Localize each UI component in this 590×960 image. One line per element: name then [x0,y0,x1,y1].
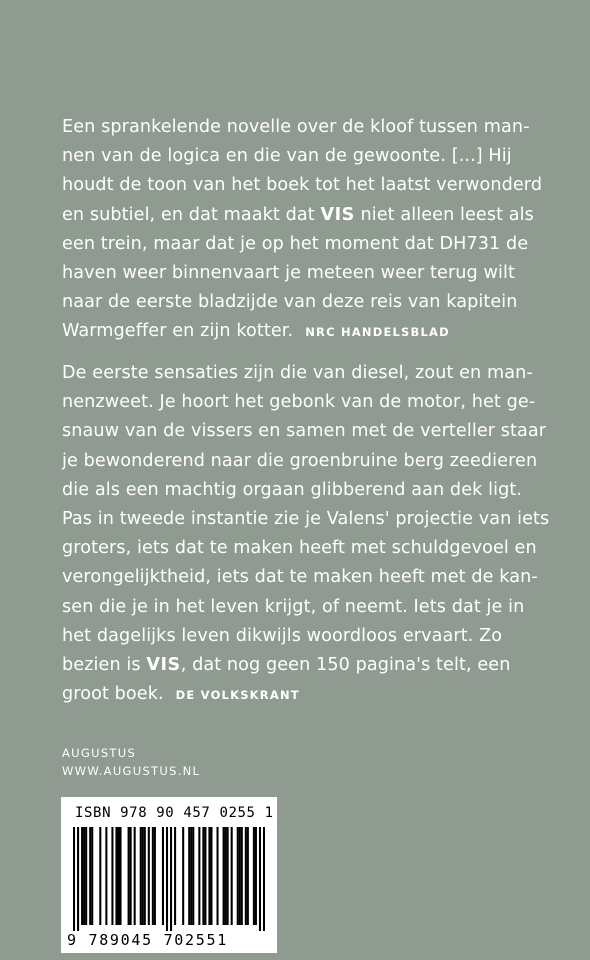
quote-line: verongelijktheid, iets dat te maken heeft met de kan- [62,567,538,588]
barcode-bar [142,827,144,925]
quote-line [62,680,542,710]
review-quote-volkskrant [62,359,550,710]
barcode-bar [134,827,136,925]
review-source: DE VOLKSKRANT [175,688,300,703]
quote-text: groot boek. [62,684,164,705]
quote-line: De eerste sensaties zijn die van diesel, zout en man- [62,363,533,383]
barcode-bar [204,827,206,925]
barcode-bar [115,827,117,925]
barcode-bar [117,827,119,925]
barcode-bar [263,827,265,931]
barcode-bar [91,827,93,925]
review-quote-nrc [62,113,542,348]
barcode-bar [210,827,212,925]
barcode-bar [154,827,156,925]
barcode-bar [241,827,243,925]
barcode-bar [182,827,184,925]
barcode-bar [89,827,91,925]
barcode-bar [85,827,87,925]
quote-line: het dagelijks leven dikwijls woordloos ervaart. Zo [62,625,503,646]
publisher-name: AUGUSTUS [62,746,137,760]
barcode-bar [166,827,168,931]
barcode-bar [245,827,247,925]
barcode-bar [140,827,142,925]
quote-line: groters, iets dat te maken heeft met schuldgevoel en [62,538,537,559]
quote-line [62,317,542,347]
barcode-bar [83,827,85,925]
quote-line: naar de eerste bladzijde van deze reis van kapitein [62,292,518,313]
barcode-bar [216,827,218,925]
quote-line: Een sprankelende novelle over de kloof tussen man- [62,117,530,137]
isbn-barcode [61,797,277,953]
quote-text: , dat nog geen 150 pagina's telt, een [180,655,511,676]
barcode-bar [119,827,121,925]
barcode-bar [208,827,210,925]
book-title: VIS [320,204,355,225]
barcode-bar [247,827,249,925]
barcode-bar [144,827,146,925]
book-title: VIS [146,655,181,676]
barcode-bar [239,827,241,925]
publisher-info [62,744,200,780]
barcode-bar [253,827,255,925]
barcode-bar [162,827,164,925]
quote-line [62,651,542,680]
quote-text: bezien is [62,655,147,676]
quote-line: houdt de toon van het boek tot het laatst verwonderd [62,175,543,196]
barcode-bar [255,827,257,925]
barcode-bar [170,827,172,931]
barcode-bar [259,827,261,931]
barcode-bar [198,827,200,925]
barcode-bar [152,827,154,925]
barcode-bar [188,827,190,925]
quote-line [62,201,542,230]
barcode-bar [225,827,227,925]
barcode-bar [231,827,233,925]
barcode-bar [130,827,132,925]
quote-line: nenzweet. Je hoort het gebonk van de motor, het ge- [62,392,536,413]
quote-line: een trein, maar dat je op het moment dat DH731 de [62,233,529,254]
quote-line: sen die je in het leven krijgt, of neemt. Iets dat je in [62,596,525,617]
barcode-bar [111,827,113,925]
quote-line: nen van de logica en die van de gewoonte. [...] Hij [62,146,512,167]
barcode-bar [174,827,176,925]
quote-line: je bewonderend naar die groenbruine berg zeedieren [62,450,538,471]
barcode-bar [202,827,204,925]
barcode-bar [77,827,79,931]
barcode-bar [237,827,239,925]
quote-line: snauw van de vissers en samen met de verteller staar [62,421,547,442]
barcode-bar [81,827,83,925]
barcode-bar [227,827,229,925]
quote-line: die als een machtig orgaan glibberend aan dek ligt. [62,479,523,500]
quote-text: Warmgeffer en zijn kotter. [62,321,294,342]
quote-text: niet alleen leest als [354,204,534,225]
ean-digits: 9 789045 702551 [67,931,228,949]
barcode-bar [223,827,225,925]
barcode-bar [190,827,192,925]
review-source: NRC HANDELSBLAD [305,325,450,340]
barcode-bar [73,827,75,931]
barcode-bar [192,827,194,925]
barcode-bar [128,827,130,925]
barcode-bar [148,827,150,925]
barcode-bars [73,827,265,931]
barcode-bar [99,827,101,925]
publisher-url: WWW.AUGUSTUS.NL [62,764,201,778]
quote-text: en subtiel, en dat maakt dat [62,204,321,225]
isbn-label: ISBN 978 90 457 0255 1 [75,805,274,821]
barcode-bar [105,827,107,925]
quote-line: Pas in tweede instantie zie je Valens' projectie van iets [62,509,550,530]
quote-line: haven weer binnenvaart je meteen weer terug wilt [62,263,515,284]
